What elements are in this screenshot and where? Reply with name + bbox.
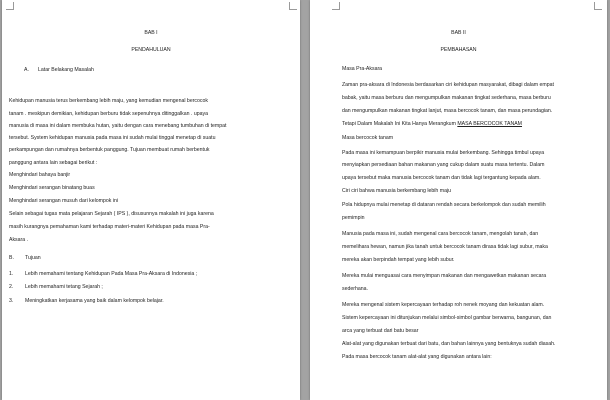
body-line: memelihara hewan, namun jika tanah untuk bercocok tanam dirasa tidak lagi subur, maka	[342, 244, 548, 250]
page-corner-mark	[6, 2, 14, 10]
body-line: pemimpin	[342, 215, 365, 221]
body-line: arca yang terbuat dari batu besar	[342, 328, 419, 334]
chapter-heading: PEMBAHASAN	[440, 47, 477, 53]
chapter-number: BAB II	[451, 30, 466, 36]
body-line: sederhana.	[342, 286, 368, 292]
list-line: Menghindari bahaya banjir	[9, 172, 71, 178]
sub-heading: Masa Pra-Aksara	[342, 66, 383, 72]
body-line: Kehidupan manusia terus berkembang lebih maju, yang kemudian mengenal bercocok	[9, 98, 208, 104]
chapter-heading: PENDAHULUAN	[131, 47, 171, 53]
body-line: upaya tersebut maka manusia bercocok tanam dan tidak lagi tergantung kepada alam.	[342, 175, 541, 181]
list-number: 2.	[9, 284, 14, 290]
sub-heading: Masa bercocok tanam	[342, 135, 394, 141]
document-page-right	[310, 0, 607, 400]
body-line: tanam . meskipun demikian, kehidupan berburu tidak sepenuhnya ditinggalkan . upaya	[9, 111, 208, 117]
body-line: babak, yaitu masa berburu dan mengumpulkan makanan tingkat sederhana, masa berburu	[342, 95, 551, 101]
body-line: Pola hidupnya mulai menetap di dataran rendah secara berkelompok dan sudah memilih	[342, 202, 546, 208]
list-number: 3.	[9, 298, 14, 304]
body-line: Mereka mengenal sistem kepercayaan terhadap roh nenek moyang dan kekuatan alam.	[342, 302, 545, 308]
list-number: 1.	[9, 271, 14, 277]
body-line: tersebut. System kehidupan manusia pada masa ini sudah mulai tinggal menetap di suatu	[9, 135, 216, 141]
list-item: Meningkatkan kerjasama yang baik dalam kelompok belajar.	[25, 298, 164, 304]
body-line: Sistem kepercayaan ini ditunjukan melalui simbol-simbol gambar berwarna, bangunan, dan	[342, 315, 552, 321]
page-corner-mark	[332, 2, 340, 10]
focus-line	[342, 121, 522, 128]
section-title: Tujuan	[25, 255, 41, 261]
chapter-number: BAB I	[144, 30, 158, 36]
body-line: Manusia pada masa ini, sudah mengenal cara bercocok tanam, mengolah tanah, dan	[342, 231, 539, 237]
body-line: Zaman pra-aksara di Indonesia berdasarkan ciri kehidupan masyarakat, dibagi dalam empat	[342, 82, 554, 88]
body-line: masih kurangnya pemahaman kami terhadap materi-materi Kehidupan pada masa Pra-	[9, 224, 210, 230]
list-line: Menghindari serangan binatang buas	[9, 185, 95, 191]
list-item: Lebih memahami tentang Kehidupan Pada Masa Pra-Aksara di Indonesia ;	[25, 271, 198, 277]
body-line: Mereka mulai menguasai cara menyimpan makanan dan mengawetkan makanan secara	[342, 273, 547, 279]
body-line: panggung antara lain sebagai berikut :	[9, 160, 98, 166]
body-line: manusia di masa ini dalam membuka hutan, yaitu dengan cara menebang tumbuhan di tempat	[9, 123, 227, 129]
body-line: dan mengumpulkan makanan tingkat lanjut, masa bercocok tanam, dan masa perundagian.	[342, 108, 553, 114]
body-line: Alat-alat yang digunakan terbuat dari batu, dan bahan lainnya yang bentuknya sudah diasah.	[342, 341, 556, 347]
body-line: mereka akan berpindah tempat yang lebih subur.	[342, 257, 455, 263]
focus-underlined-text: MASA BERCOCOK TANAM	[457, 121, 523, 127]
body-line: perkampungan dan rumahnya berbentuk panggung. Tujuan membuat rumah berbentuk	[9, 147, 210, 153]
body-line: Pada masa ini kemampuan berpikir manusia mulai berkembang. Sehingga timbul upaya	[342, 150, 545, 156]
body-line: Selain sebagai tugas mata pelajaran Sejarah ( IPS ), disusunnya makalah ini juga karena	[9, 211, 214, 217]
body-line: Pada masa bercocok tanam alat-alat yang digunakan antara lain:	[342, 354, 492, 360]
focus-text: Tetapi Dalam Makalah Ini Kita Hanya Merangkum	[342, 121, 458, 127]
list-line: Menghindari serangan musuh dari kelompok ini	[9, 198, 118, 204]
body-line: menyiapkan persediaan bahan makanan yang cukup dalam suatu masa tertentu. Dalam	[342, 162, 545, 168]
sub-heading: Ciri ciri bahwa manusia berkembang lebih maju	[342, 188, 451, 194]
body-line: Aksara .	[9, 237, 29, 243]
document-page-left	[2, 0, 300, 400]
page-corner-mark	[594, 2, 602, 10]
section-marker: B.	[9, 255, 14, 261]
section-title: Latar Belakang Masalah	[38, 67, 94, 73]
section-marker: A.	[24, 67, 29, 73]
page-corner-mark	[289, 2, 297, 10]
list-item: Lebih memahami tetang Sejarah ;	[25, 284, 103, 290]
